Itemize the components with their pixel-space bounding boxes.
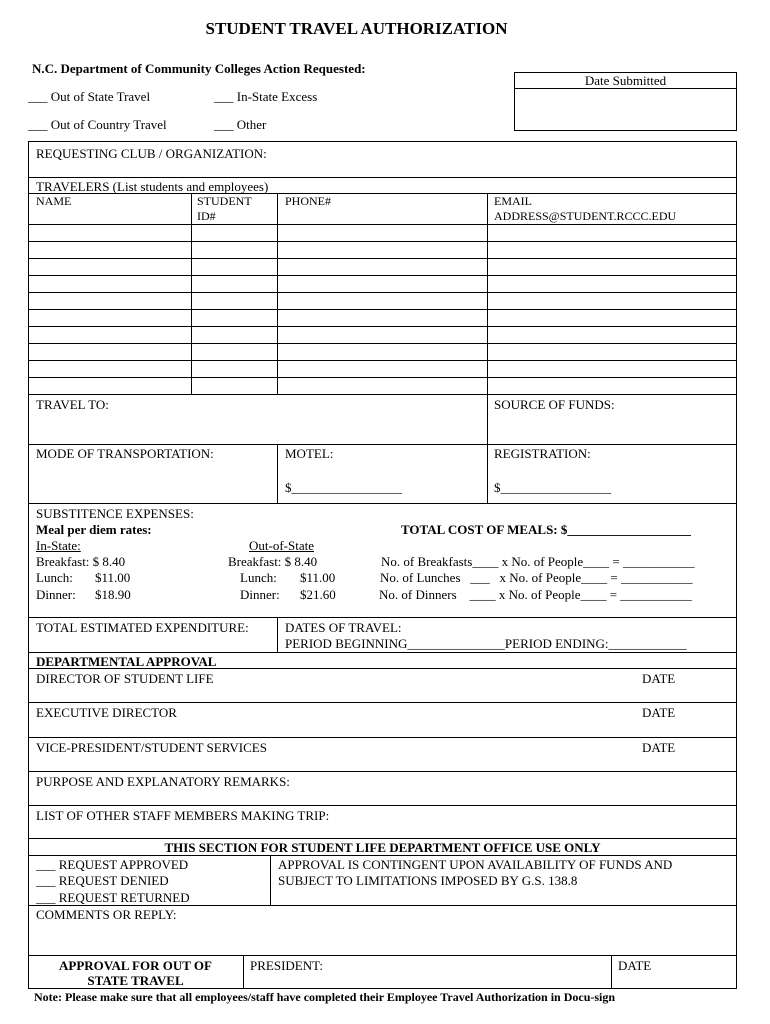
option-label: Out of State Travel <box>50 89 151 104</box>
breakfast-in-state: Breakfast: $ 8.40 <box>36 554 126 569</box>
divider <box>28 838 737 839</box>
page-title: STUDENT TRAVEL AUTHORIZATION <box>205 19 508 38</box>
divider <box>514 88 737 89</box>
executive-date-label: DATE <box>642 705 676 720</box>
option-label: In-State Excess <box>236 89 318 104</box>
request-approved-option[interactable]: ___ REQUEST APPROVED <box>36 857 189 872</box>
calc-dinners-field[interactable]: No. of Dinners ____ x No. of People____ = ___________ <box>379 587 692 602</box>
vp-label: VICE-PRESIDENT/STUDENT SERVICES <box>36 740 267 755</box>
divider <box>28 855 737 856</box>
column-divider <box>277 444 278 503</box>
date-submitted-label: Date Submitted <box>584 73 667 88</box>
column-divider <box>487 444 488 503</box>
col-header-name: NAME <box>36 194 72 208</box>
col-header-email <box>494 194 676 224</box>
divider <box>28 805 737 806</box>
requesting-club-label: REQUESTING CLUB / ORGANIZATION: <box>36 146 267 161</box>
vp-date-label: DATE <box>642 740 676 755</box>
divider <box>28 444 737 445</box>
divider <box>28 503 737 504</box>
dates-of-travel-label: DATES OF TRAVEL: <box>285 620 402 635</box>
option-label: Other <box>236 117 267 132</box>
column-divider <box>487 394 488 444</box>
purpose-label: PURPOSE AND EXPLANATORY REMARKS: <box>36 774 290 789</box>
president-label: PRESIDENT: <box>250 958 324 973</box>
checkbox-blank: ___ <box>28 89 48 104</box>
divider <box>28 617 737 618</box>
period-field[interactable]: PERIOD BEGINNING_______________PERIOD ENDING:____________ <box>285 636 687 651</box>
col-header-line: EMAIL <box>494 194 532 208</box>
director-label: DIRECTOR OF STUDENT LIFE <box>36 671 214 686</box>
total-estimated-label: TOTAL ESTIMATED EXPENDITURE: <box>36 620 249 635</box>
subsistence-heading: SUBSTITENCE EXPENSES: <box>36 506 194 521</box>
comments-label: COMMENTS OR REPLY: <box>36 907 177 922</box>
checkbox-blank: ___ <box>28 117 48 132</box>
table-row[interactable] <box>28 292 737 293</box>
in-state-heading: In-State: <box>36 538 81 553</box>
divider <box>28 668 737 669</box>
office-use-heading: THIS SECTION FOR STUDENT LIFE DEPARTMENT OFFICE USE ONLY <box>164 840 601 855</box>
approval-line: STATE TRAVEL <box>87 973 184 988</box>
checkbox-blank: ___ <box>214 89 234 104</box>
source-of-funds-label: SOURCE OF FUNDS: <box>494 397 615 412</box>
dinner-out-state-label: Dinner: <box>240 587 280 602</box>
divider <box>28 394 737 395</box>
director-date-label: DATE <box>642 671 676 686</box>
table-row[interactable] <box>28 241 737 242</box>
table-row[interactable] <box>28 343 737 344</box>
col-header-student-id <box>197 194 252 224</box>
per-diem-heading: Meal per diem rates: <box>36 522 152 537</box>
motel-amount-field[interactable]: $_________________ <box>285 480 402 495</box>
president-date-label: DATE <box>618 958 652 973</box>
dinner-in-state: $18.90 <box>95 587 131 602</box>
table-row[interactable] <box>28 326 737 327</box>
divider <box>28 955 737 956</box>
divider <box>28 737 737 738</box>
table-row[interactable] <box>28 360 737 361</box>
table-row[interactable] <box>28 377 737 378</box>
other-staff-label: LIST OF OTHER STAFF MEMBERS MAKING TRIP: <box>36 808 330 823</box>
col-header-phone: PHONE# <box>285 194 332 208</box>
executive-label: EXECUTIVE DIRECTOR <box>36 705 177 720</box>
column-divider <box>243 955 244 989</box>
column-divider <box>277 617 278 652</box>
request-returned-option[interactable]: ___ REQUEST RETURNED <box>36 890 190 905</box>
divider <box>28 177 737 178</box>
table-row[interactable] <box>28 258 737 259</box>
breakfast-out-state: Breakfast: $ 8.40 <box>228 554 318 569</box>
footer-note: Note: Please make sure that all employees/staff have completed their Employee Travel Authorization in Docu-sign <box>34 990 616 1004</box>
col-header-line: ADDRESS@STUDENT.RCCC.EDU <box>494 209 677 223</box>
checkbox-blank: ___ <box>214 117 234 132</box>
option-other[interactable] <box>214 117 266 132</box>
divider <box>28 905 737 906</box>
table-row[interactable] <box>28 224 737 225</box>
calc-lunches-field[interactable]: No. of Lunches ___ x No. of People____ = ___________ <box>380 570 693 585</box>
lunch-in-state: $11.00 <box>95 570 131 585</box>
option-label: Out of Country Travel <box>50 117 167 132</box>
divider <box>28 771 737 772</box>
divider <box>28 702 737 703</box>
table-row[interactable] <box>28 275 737 276</box>
table-row[interactable] <box>28 309 737 310</box>
travel-to-label: TRAVEL TO: <box>36 397 109 412</box>
approval-out-of-state <box>28 958 243 988</box>
out-of-state-heading: Out-of-State <box>249 538 314 553</box>
contingent-text-line: SUBJECT TO LIMITATIONS IMPOSED BY G.S. 138.8 <box>278 873 578 888</box>
request-denied-option[interactable]: ___ REQUEST DENIED <box>36 873 169 888</box>
contingent-text-line: APPROVAL IS CONTINGENT UPON AVAILABILITY OF FUNDS AND <box>278 857 673 872</box>
lunch-in-state-label: Lunch: <box>36 570 73 585</box>
total-cost-of-meals[interactable]: TOTAL COST OF MEALS: $___________________ <box>401 522 691 537</box>
divider <box>28 652 737 653</box>
approval-line: APPROVAL FOR OUT OF <box>58 958 212 973</box>
option-out-of-country[interactable] <box>28 117 167 132</box>
departmental-approval-heading: DEPARTMENTAL APPROVAL <box>36 654 217 669</box>
option-in-state-excess[interactable] <box>214 89 317 104</box>
dinner-out-state: $21.60 <box>300 587 336 602</box>
column-divider <box>611 955 612 989</box>
action-heading: N.C. Department of Community Colleges Action Requested: <box>32 61 366 76</box>
column-divider <box>270 855 271 905</box>
option-out-of-state[interactable] <box>28 89 150 104</box>
travelers-heading: TRAVELERS (List students and employees) <box>36 179 269 194</box>
lunch-out-state-label: Lunch: <box>240 570 277 585</box>
calc-breakfasts-field[interactable]: No. of Breakfasts____ x No. of People____ = ___________ <box>381 554 695 569</box>
dinner-in-state-label: Dinner: <box>36 587 76 602</box>
col-header-line: STUDENT <box>197 194 252 208</box>
col-header-line: ID# <box>197 209 216 223</box>
registration-label: REGISTRATION: <box>494 446 591 461</box>
mode-label: MODE OF TRANSPORTATION: <box>36 446 214 461</box>
lunch-out-state: $11.00 <box>300 570 336 585</box>
registration-amount-field[interactable]: $_________________ <box>494 480 611 495</box>
motel-label: MOTEL: <box>285 446 334 461</box>
